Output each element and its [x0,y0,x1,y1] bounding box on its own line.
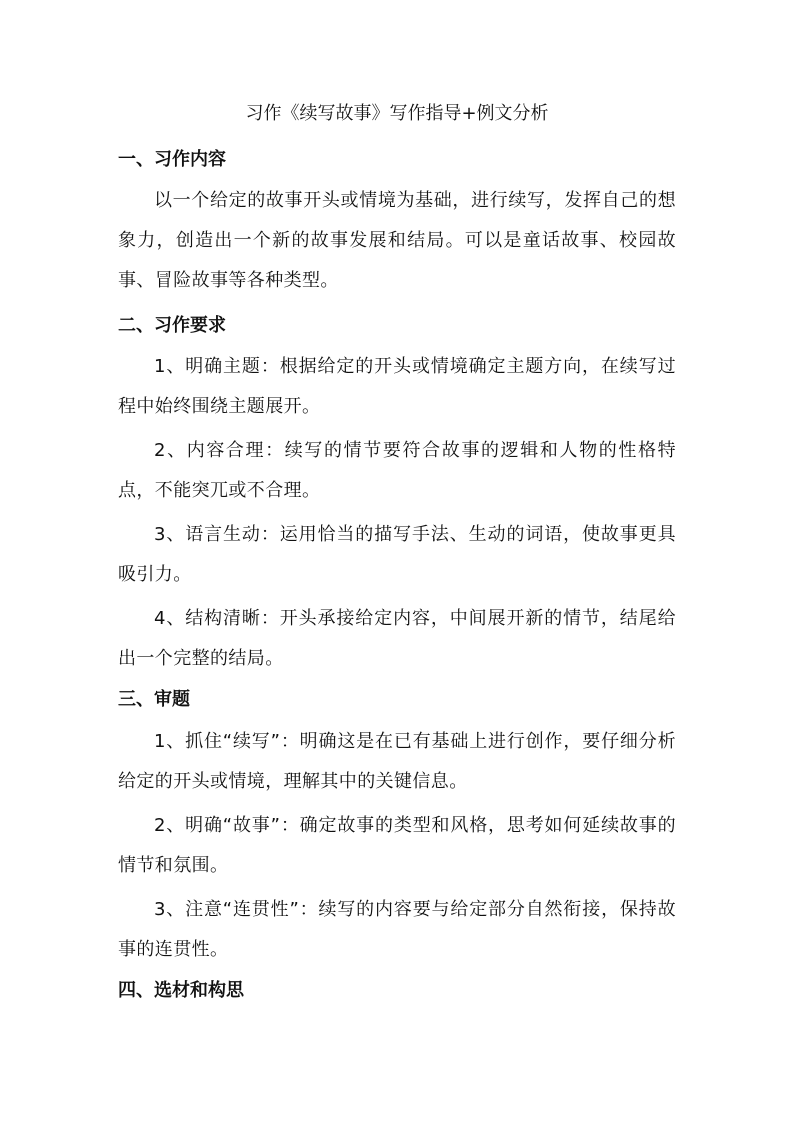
requirement-item-1: 1、明确主题：根据给定的开头或情境确定主题方向，在续写过程中始终围绕主题展开。 [118,356,676,417]
analysis-item-3: 3、注意“连贯性”：续写的内容要与给定部分自然衔接，保持故事的连贯性。 [118,899,676,960]
requirement-item-4: 4、结构清晰：开头承接给定内容，中间展开新的情节，结尾给出一个完整的结局。 [118,608,676,669]
section-heading-content: 一、习作内容 [118,149,226,170]
document-title: 习作《续写故事》写作指导+例文分析 [245,103,549,124]
section-heading-analysis: 三、审题 [118,689,190,710]
analysis-item-1: 1、抓住“续写”：明确这是在已有基础上进行创作，要仔细分析给定的开头或情境，理解其中的关键信息。 [118,731,676,792]
section-heading-requirements: 二、习作要求 [118,315,226,336]
section-heading-material: 四、选材和构思 [118,980,244,1001]
requirement-item-2: 2、内容合理：续写的情节要符合故事的逻辑和人物的性格特点，不能突兀或不合理。 [118,440,676,501]
analysis-item-2: 2、明确“故事”：确定故事的类型和风格，思考如何延续故事的情节和氛围。 [118,815,676,876]
requirement-item-3: 3、语言生动：运用恰当的描写手法、生动的词语，使故事更具吸引力。 [118,524,676,585]
content-paragraph: 以一个给定的故事开头或情境为基础，进行续写，发挥自己的想象力，创造出一个新的故事发展和结局。可以是童话故事、校园故事、冒险故事等各种类型。 [118,190,676,291]
